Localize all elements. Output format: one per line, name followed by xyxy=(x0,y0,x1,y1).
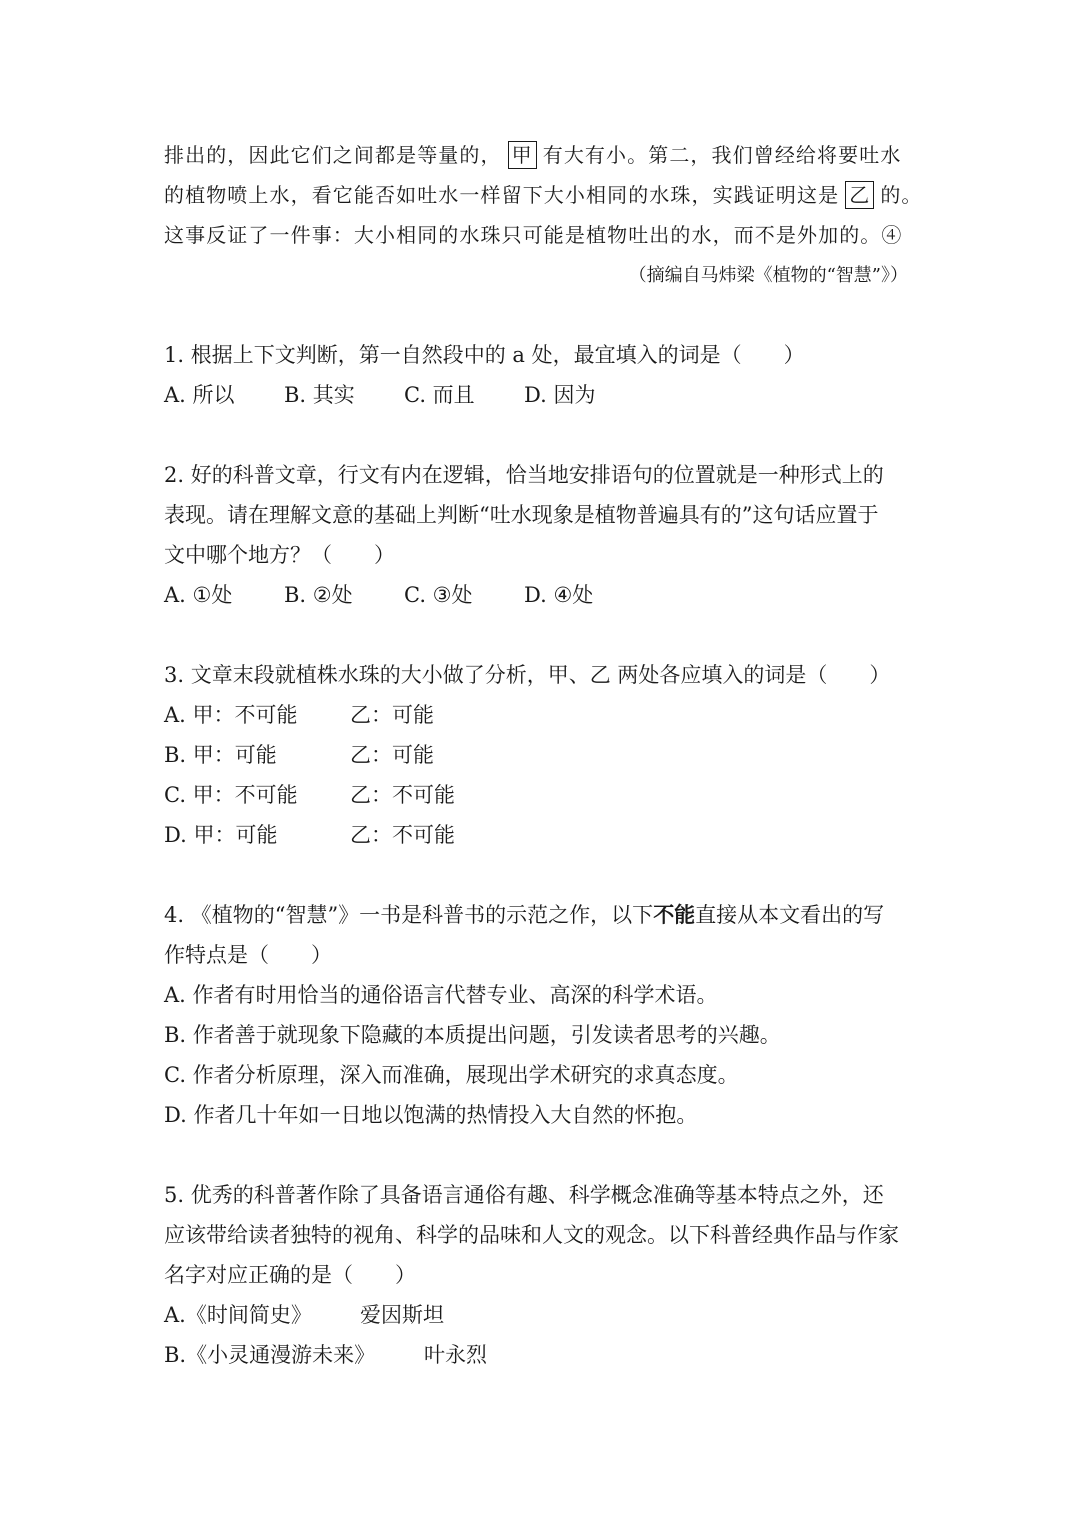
question-5-option-a xyxy=(164,1300,444,1330)
option-part-yi: 乙：不可能 xyxy=(350,783,455,807)
question-3-option-a xyxy=(164,700,434,730)
author-name: 叶永烈 xyxy=(424,1343,487,1367)
option-d: D. 因为 xyxy=(524,383,596,407)
question-2-line-3: 文中哪个地方？（ ） xyxy=(164,543,395,567)
option-a: A. 所以 xyxy=(164,383,235,407)
question-3-stem: 3. 文章末段就植株水珠的大小做了分析，甲、乙 两处各应填入的词是（ ） xyxy=(164,663,891,687)
question-4-option-b: B. 作者善于就现象下隐藏的本质提出问题，引发读者思考的兴趣。 xyxy=(164,1023,781,1047)
question-4-option-c: C. 作者分析原理，深入而准确，展现出学术研究的求真态度。 xyxy=(164,1063,739,1087)
passage-source: （摘编自马炜梁《植物的“智慧”》） xyxy=(628,265,908,286)
question-2-options xyxy=(164,580,593,610)
option-part-jia: B. 甲：可能 xyxy=(164,743,277,767)
passage-line-3: 这事反证了一件事：大小相同的水珠只可能是植物吐出的水，而不是外加的。④ xyxy=(164,223,903,247)
option-part-jia: D. 甲：可能 xyxy=(164,823,278,847)
question-4-option-a: A. 作者有时用恰当的通俗语言代替专业、高深的科学术语。 xyxy=(164,983,718,1007)
option-part-jia: A. 甲：不可能 xyxy=(164,703,298,727)
question-1-stem: 1. 根据上下文判断，第一自然段中的 a 处，最宜填入的词是（ ） xyxy=(164,343,805,367)
option-part-yi: 乙：可能 xyxy=(350,743,434,767)
option-b: B. ②处 xyxy=(284,583,353,607)
option-part-yi: 乙：可能 xyxy=(350,703,434,727)
option-part-jia: C. 甲：不可能 xyxy=(164,783,298,807)
question-5-option-b xyxy=(164,1340,487,1370)
emphasis-text: 不能 xyxy=(653,902,696,927)
book-title: A.《时间简史》 xyxy=(164,1303,312,1327)
passage-text: 有大有小。第二，我们曾经给将要吐水 xyxy=(542,143,902,167)
blank-box-jia: 甲 xyxy=(508,141,537,169)
question-text: 4. 《植物的“智慧”》一书是科普书的示范之作，以下 xyxy=(164,903,654,927)
question-4-option-d: D. 作者几十年如一日地以饱满的热情投入大自然的怀抱。 xyxy=(164,1103,698,1127)
question-3-option-c xyxy=(164,780,455,810)
passage-line-1 xyxy=(164,140,901,170)
passage-line-2 xyxy=(164,180,923,210)
blank-box-yi: 乙 xyxy=(845,181,874,209)
passage-text: 的。 xyxy=(880,183,923,207)
question-2-line-1: 2. 好的科普文章，行文有内在逻辑，恰当地安排语句的位置就是一种形式上的 xyxy=(164,463,884,487)
question-5-line-1: 5. 优秀的科普著作除了具备语言通俗有趣、科学概念准确等基本特点之外，还 xyxy=(164,1183,884,1207)
option-a: A. ①处 xyxy=(164,583,233,607)
question-5-line-2: 应该带给读者独特的视角、科学的品味和人文的观念。以下科普经典作品与作家 xyxy=(164,1223,899,1247)
passage-text: 的植物喷上水，看它能否如吐水一样留下大小相同的水珠，实践证明这是 xyxy=(164,183,840,207)
question-1-options xyxy=(164,380,595,410)
passage-text: 排出的，因此它们之间都是等量的， xyxy=(164,143,502,167)
option-b: B. 其实 xyxy=(284,383,355,407)
question-3-option-d xyxy=(164,820,455,850)
option-c: C. ③处 xyxy=(404,583,473,607)
author-name: 爱因斯坦 xyxy=(360,1303,444,1327)
question-4-line-1 xyxy=(164,900,884,930)
question-text: 直接从本文看出的写 xyxy=(695,903,885,927)
question-5-line-3: 名字对应正确的是（ ） xyxy=(164,1263,416,1287)
book-title: B.《小灵通漫游未来》 xyxy=(164,1343,376,1367)
question-2-line-2: 表现。请在理解文意的基础上判断“吐水现象是植物普遍具有的”这句话应置于 xyxy=(164,503,879,527)
option-c: C. 而且 xyxy=(404,383,475,407)
question-4-line-2: 作特点是（ ） xyxy=(164,943,332,967)
question-3-option-b xyxy=(164,740,434,770)
option-part-yi: 乙：不可能 xyxy=(350,823,455,847)
option-d: D. ④处 xyxy=(524,583,594,607)
